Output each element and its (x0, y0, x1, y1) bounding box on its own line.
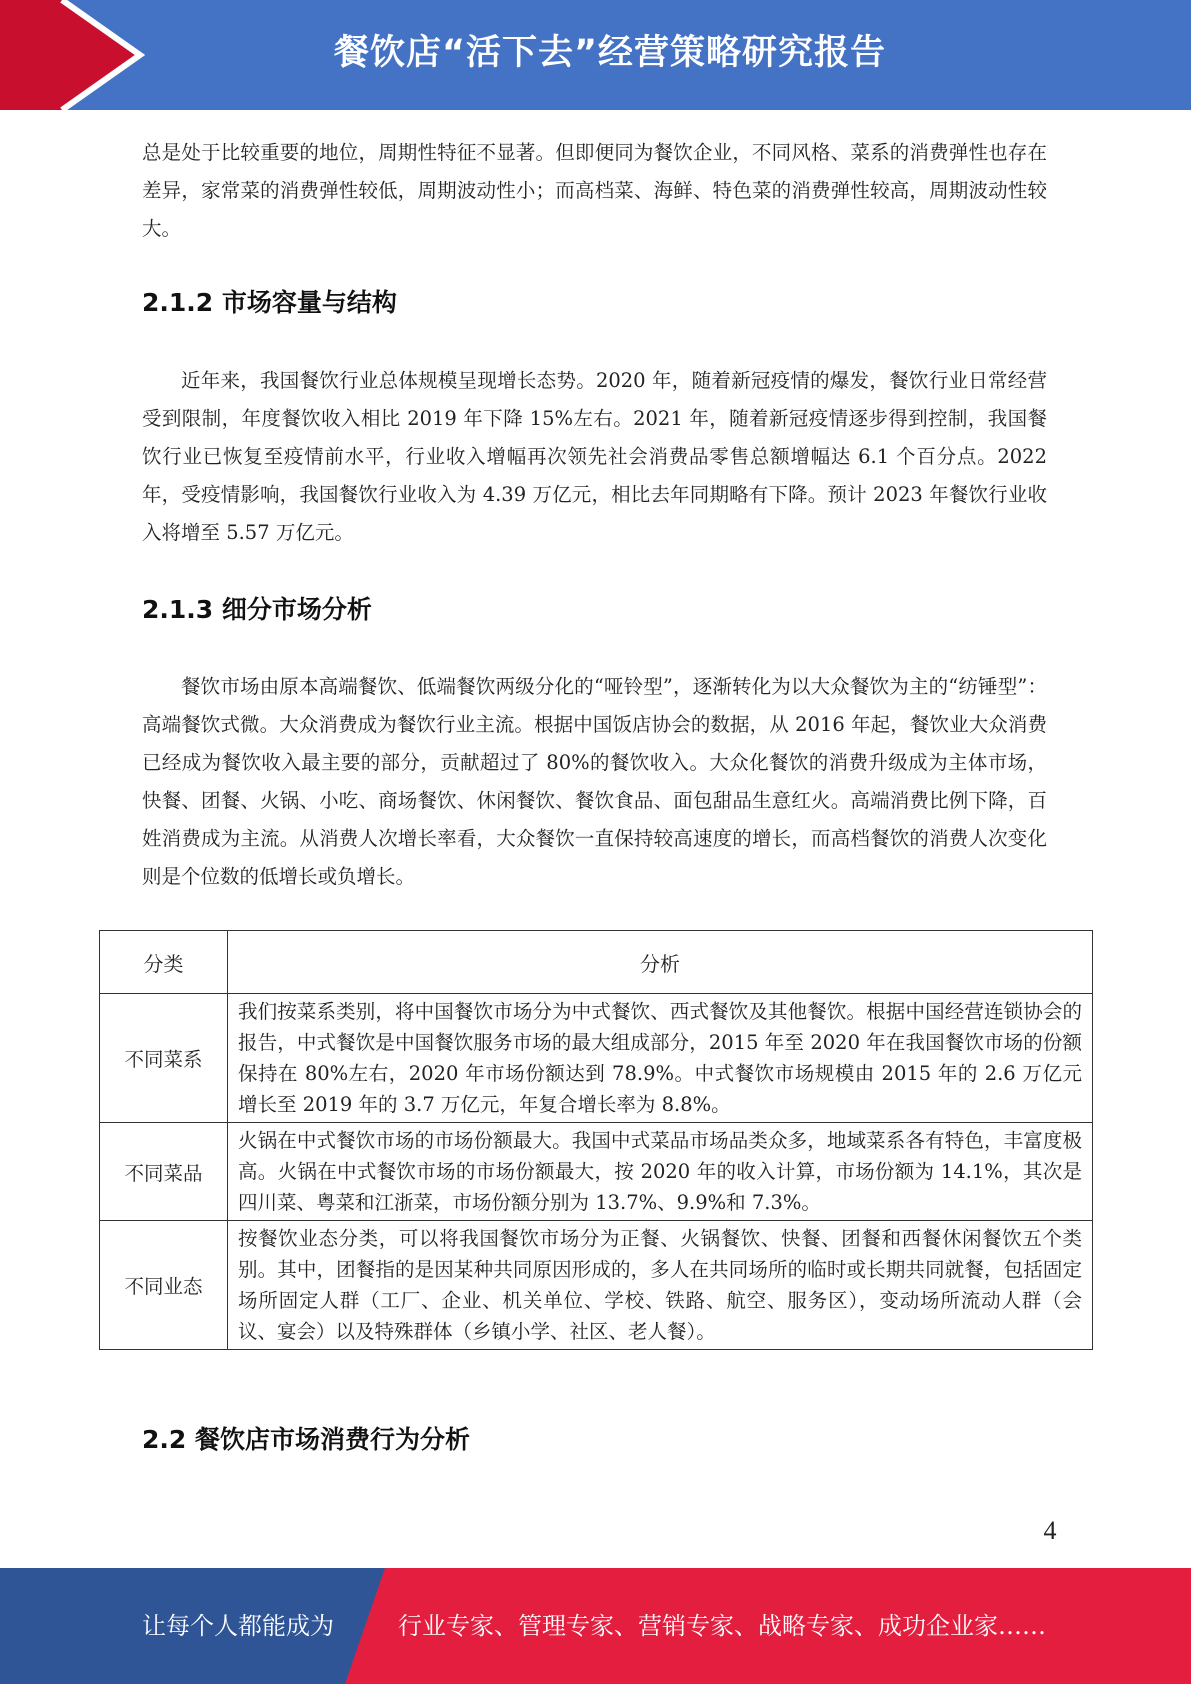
row-analysis: 我们按菜系类别，将中国餐饮市场分为中式餐饮、西式餐饮及其他餐饮。根据中国经营连锁协会的报告，中式餐饮是中国餐饮服务市场的最大组成部分，2015 年至 2020 年在我国餐饮市场的份额保持在 80%左右，2020 年市场份额达到 78.9%。中式餐饮市场规模由 2015 年的 2.6 万亿元增长至 2019 年的 3.7 万亿元，年复合增长率为 8.8%。 (228, 994, 1093, 1123)
table-header-row (100, 931, 1093, 994)
page-footer (0, 1568, 1191, 1684)
table-row (100, 994, 1093, 1123)
table-row (100, 1123, 1093, 1221)
segment-table (99, 930, 1093, 1350)
row-category: 不同业态 (100, 1221, 228, 1350)
row-category: 不同菜品 (100, 1123, 228, 1221)
section-2-1-2 (142, 362, 1047, 552)
row-category: 不同菜系 (100, 994, 228, 1123)
footer-slogan-right: 行业专家、管理专家、营销专家、战略专家、成功企业家…… (398, 1612, 1046, 1640)
intro-section (142, 134, 1047, 248)
report-title: 餐饮店“活下去”经营策略研究报告 (333, 33, 886, 73)
intro-paragraph: 总是处于比较重要的地位，周期性特征不显著。但即便同为餐饮企业，不同风格、菜系的消费弹性也存在差异，家常菜的消费弹性较低，周期波动性小；而高档菜、海鲜、特色菜的消费弹性较高，周期波动性较大。 (142, 141, 1047, 240)
page-number: 4 (1043, 1516, 1057, 1545)
header-arrow-decoration (0, 0, 160, 110)
heading-2-1-3: 2.1.3 细分市场分析 (142, 595, 372, 624)
column-header-analysis: 分析 (228, 931, 1093, 994)
footer-slogan-left: 让每个人都能成为 (142, 1612, 334, 1640)
heading-2-1-2: 2.1.2 市场容量与结构 (142, 288, 397, 317)
heading-2-2: 2.2 餐饮店市场消费行为分析 (142, 1425, 470, 1454)
row-analysis: 按餐饮业态分类，可以将我国餐饮市场分为正餐、火锅餐饮、快餐、团餐和西餐休闲餐饮五个类别。其中，团餐指的是因某种共同原因形成的，多人在共同场所的临时或长期共同就餐，包括固定场所固定人群（工厂、企业、机关单位、学校、铁路、航空、服务区），变动场所流动人群（会议、宴会）以及特殊群体（乡镇小学、社区、老人餐）。 (228, 1221, 1093, 1350)
column-header-category: 分类 (100, 931, 228, 994)
table-row (100, 1221, 1093, 1350)
row-analysis: 火锅在中式餐饮市场的市场份额最大。我国中式菜品市场品类众多，地域菜系各有特色，丰富度极高。火锅在中式餐饮市场的市场份额最大，按 2020 年的收入计算，市场份额为 14.1%，其次是四川菜、粤菜和江浙菜，市场份额分别为 13.7%、9.9%和 7.3%。 (228, 1123, 1093, 1221)
section-2-1-3 (142, 668, 1047, 896)
segment-analysis-paragraph: 餐饮市场由原本高端餐饮、低端餐饮两级分化的“哑铃型”，逐渐转化为以大众餐饮为主的“纺锤型”：高端餐饮式微。大众消费成为餐饮行业主流。根据中国饭店协会的数据，从 2016 年起，餐饮业大众消费已经成为餐饮收入最主要的部分，贡献超过了 80%的餐饮收入。大众化餐饮的消费升级成为主体市场，快餐、团餐、火锅、小吃、商场餐饮、休闲餐饮、餐饮食品、面包甜品生意红火。高端消费比例下降，百姓消费成为主流。从消费人次增长率看，大众餐饮一直保持较高速度的增长，而高档餐饮的消费人次变化则是个位数的低增长或负增长。 (142, 675, 1047, 888)
page-header (0, 0, 1191, 110)
market-size-paragraph: 近年来，我国餐饮行业总体规模呈现增长态势。2020 年，随着新冠疫情的爆发，餐饮行业日常经营受到限制，年度餐饮收入相比 2019 年下降 15%左右。2021 年，随着新冠疫情逐步得到控制，我国餐饮行业已恢复至疫情前水平，行业收入增幅再次领先社会消费品零售总额增幅达 6.1 个百分点。2022 年，受疫情影响，我国餐饮行业收入为 4.39 万亿元，相比去年同期略有下降。预计 2023 年餐饮行业收入将增至 5.57 万亿元。 (142, 369, 1047, 544)
